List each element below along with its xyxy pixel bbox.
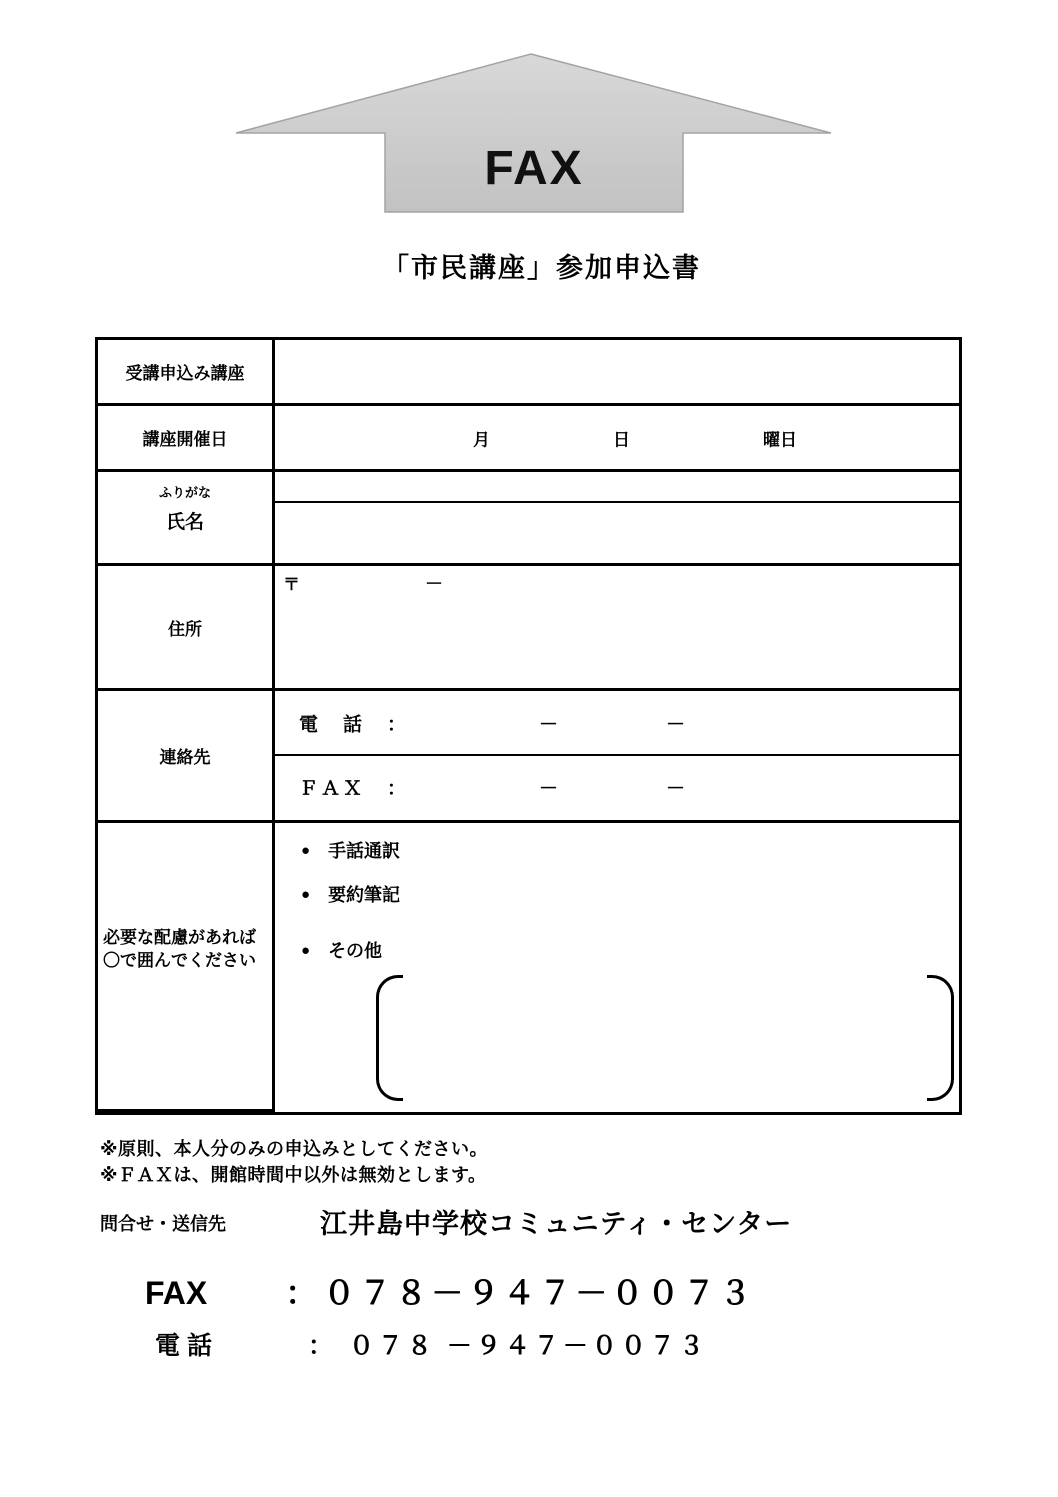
footer-fax-number: ０７８－９４７－００７３ [323, 1275, 756, 1311]
postal-mark: 〒 [283, 575, 300, 594]
bullet-icon: ● [301, 842, 311, 859]
label-address: 住所 [98, 566, 275, 691]
right-parenthesis-shape [927, 975, 954, 1101]
footer-tel-number: ０７８ －９４７－００７３ [348, 1332, 708, 1360]
fax-line-row [299, 774, 688, 801]
field-phone[interactable] [275, 691, 959, 756]
footer-fax-colon: ： [285, 1275, 318, 1311]
date-day-label: 日 [613, 430, 630, 449]
field-furigana[interactable] [275, 472, 959, 503]
footer-tel-line [155, 1326, 708, 1362]
postal-dash: － [425, 574, 443, 594]
fax-arrow-label: FAX [484, 141, 584, 195]
label-contact: 連絡先 [98, 691, 275, 823]
date-month-label: 月 [473, 430, 490, 449]
bullet-icon: ● [301, 886, 311, 903]
send-to-name: 江井島中学校コミュニティ・センター [320, 1209, 793, 1239]
field-contact-group [275, 691, 959, 823]
option-label: 手話通訳 [328, 841, 401, 861]
option-other[interactable] [301, 937, 382, 963]
field-fax[interactable] [275, 756, 959, 818]
phone-dash-1: － [539, 714, 562, 735]
fax-dash-1: － [539, 778, 562, 800]
note-line-1: ※原則、本人分のみの申込みとしてください。 [100, 1139, 488, 1159]
footer-tel-colon: ： [307, 1332, 333, 1360]
note-line-2: ※ＦＡＸは、開館時間中以外は無効とします。 [100, 1165, 487, 1185]
field-name[interactable] [275, 503, 959, 563]
field-address[interactable] [275, 566, 959, 691]
label-course: 受講申込み講座 [98, 340, 275, 406]
footer-tel-label: 電 話 [155, 1332, 212, 1360]
footer-fax-label: FAX [145, 1275, 208, 1311]
furigana-label: ふりがな [158, 485, 211, 500]
phone-dash-2: － [666, 714, 689, 735]
option-summary-writing[interactable] [301, 881, 400, 907]
name-label: 氏名 [165, 512, 204, 533]
field-course[interactable] [275, 340, 959, 406]
phone-label: 電 話 ： [299, 714, 410, 735]
date-weekday-label: 曜日 [763, 430, 797, 449]
send-to-label: 問合せ・送信先 [100, 1214, 226, 1234]
field-date[interactable] [275, 406, 959, 472]
fax-label: ＦＡＸ ： [299, 778, 410, 800]
option-label: その他 [328, 941, 383, 961]
bullet-icon: ● [301, 942, 311, 959]
option-sign-language[interactable] [301, 837, 400, 863]
left-parenthesis-shape [376, 975, 403, 1101]
application-form-table [95, 337, 962, 1115]
footer-fax-line [145, 1268, 755, 1314]
field-care [275, 823, 959, 1112]
label-date: 講座開催日 [98, 406, 275, 472]
fax-dash-2: － [666, 778, 689, 800]
page-title: 「市民講座」参加申込書 [382, 253, 701, 283]
option-label: 要約筆記 [328, 885, 401, 905]
field-name-group [275, 472, 959, 566]
label-name [98, 472, 275, 566]
phone-line [299, 709, 688, 736]
fax-arrow [0, 0, 1058, 230]
label-care: 必要な配慮があれば〇で囲んでください [98, 823, 275, 1112]
